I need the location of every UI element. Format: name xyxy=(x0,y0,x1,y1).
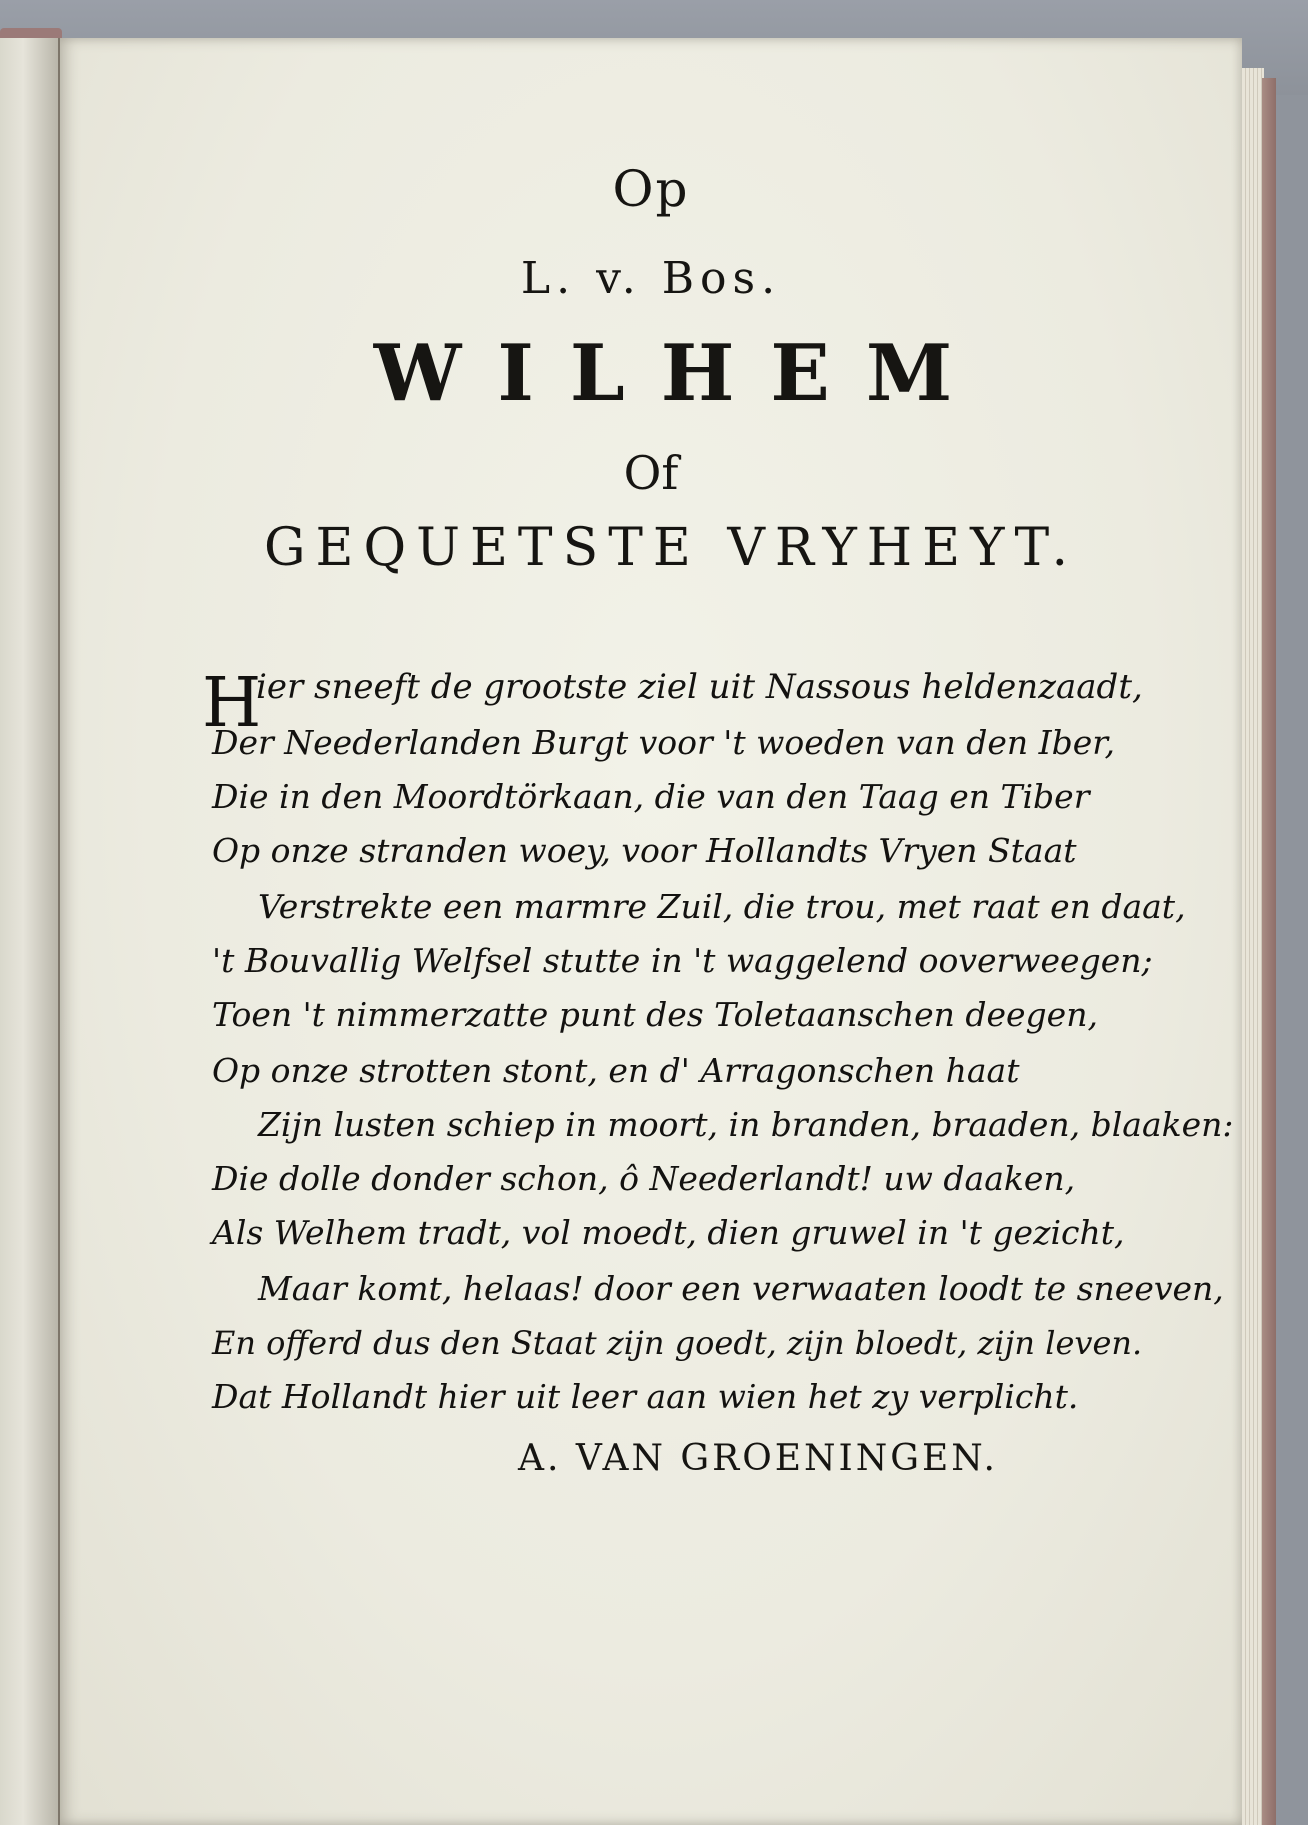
poem-line: Als Welhem tradt, vol moedt, dien gruwel in 't gezicht, xyxy=(212,1213,1125,1252)
open-book xyxy=(0,38,1278,1825)
title-op: Op xyxy=(612,160,690,218)
poem-line: Zijn lusten schiep in moort, in branden, braaden, blaaken: xyxy=(258,1105,1234,1144)
poem-line: Die in den Moordtörkaan, die van den Taag en Tiber xyxy=(212,777,1090,816)
poem-line: Op onze stranden woey, voor Hollandts Vryen Staat xyxy=(212,831,1077,870)
title-subtitle: GEQUETSTE VRYHEYT. xyxy=(263,518,1079,578)
poem-line: Die dolle donder schon, ô Neederlandt! uw daaken, xyxy=(212,1159,1076,1198)
book-cover-right xyxy=(1262,78,1276,1825)
poem-drop-cap: H xyxy=(202,664,262,743)
poem-line: Der Neederlanden Burgt voor 't woeden van den Iber, xyxy=(212,723,1115,762)
poem-signature: A. VAN GROENINGEN. xyxy=(518,1438,998,1479)
poem-line: Maar komt, helaas! door een verwaaten loodt te sneeven, xyxy=(258,1269,1224,1308)
book-page xyxy=(60,38,1242,1825)
title-author-line: L. v. Bos. xyxy=(520,253,782,304)
poem-line: ier sneeft de grootste ziel uit Nassous heldenzaadt, xyxy=(256,667,1143,707)
poem-line: Op onze strotten stont, en d' Arragonschen haat xyxy=(212,1051,1020,1090)
title-main: WILHEM xyxy=(373,328,989,419)
left-page-edge xyxy=(0,38,61,1825)
poem-line: 't Bouvallig Welfsel stutte in 't waggelend ooverweegen; xyxy=(212,941,1153,980)
poem-line: En offerd dus den Staat zijn goedt, zijn bloedt, zijn leven. xyxy=(212,1324,1143,1362)
poem-line: Verstrekte een marmre Zuil, die trou, met raat en daat, xyxy=(258,887,1186,926)
poem-line: Toen 't nimmerzatte punt des Toletaanschen deegen, xyxy=(212,995,1098,1034)
poem-line: Dat Hollandt hier uit leer aan wien het zy verplicht. xyxy=(212,1377,1079,1416)
title-of: Of xyxy=(623,446,679,500)
